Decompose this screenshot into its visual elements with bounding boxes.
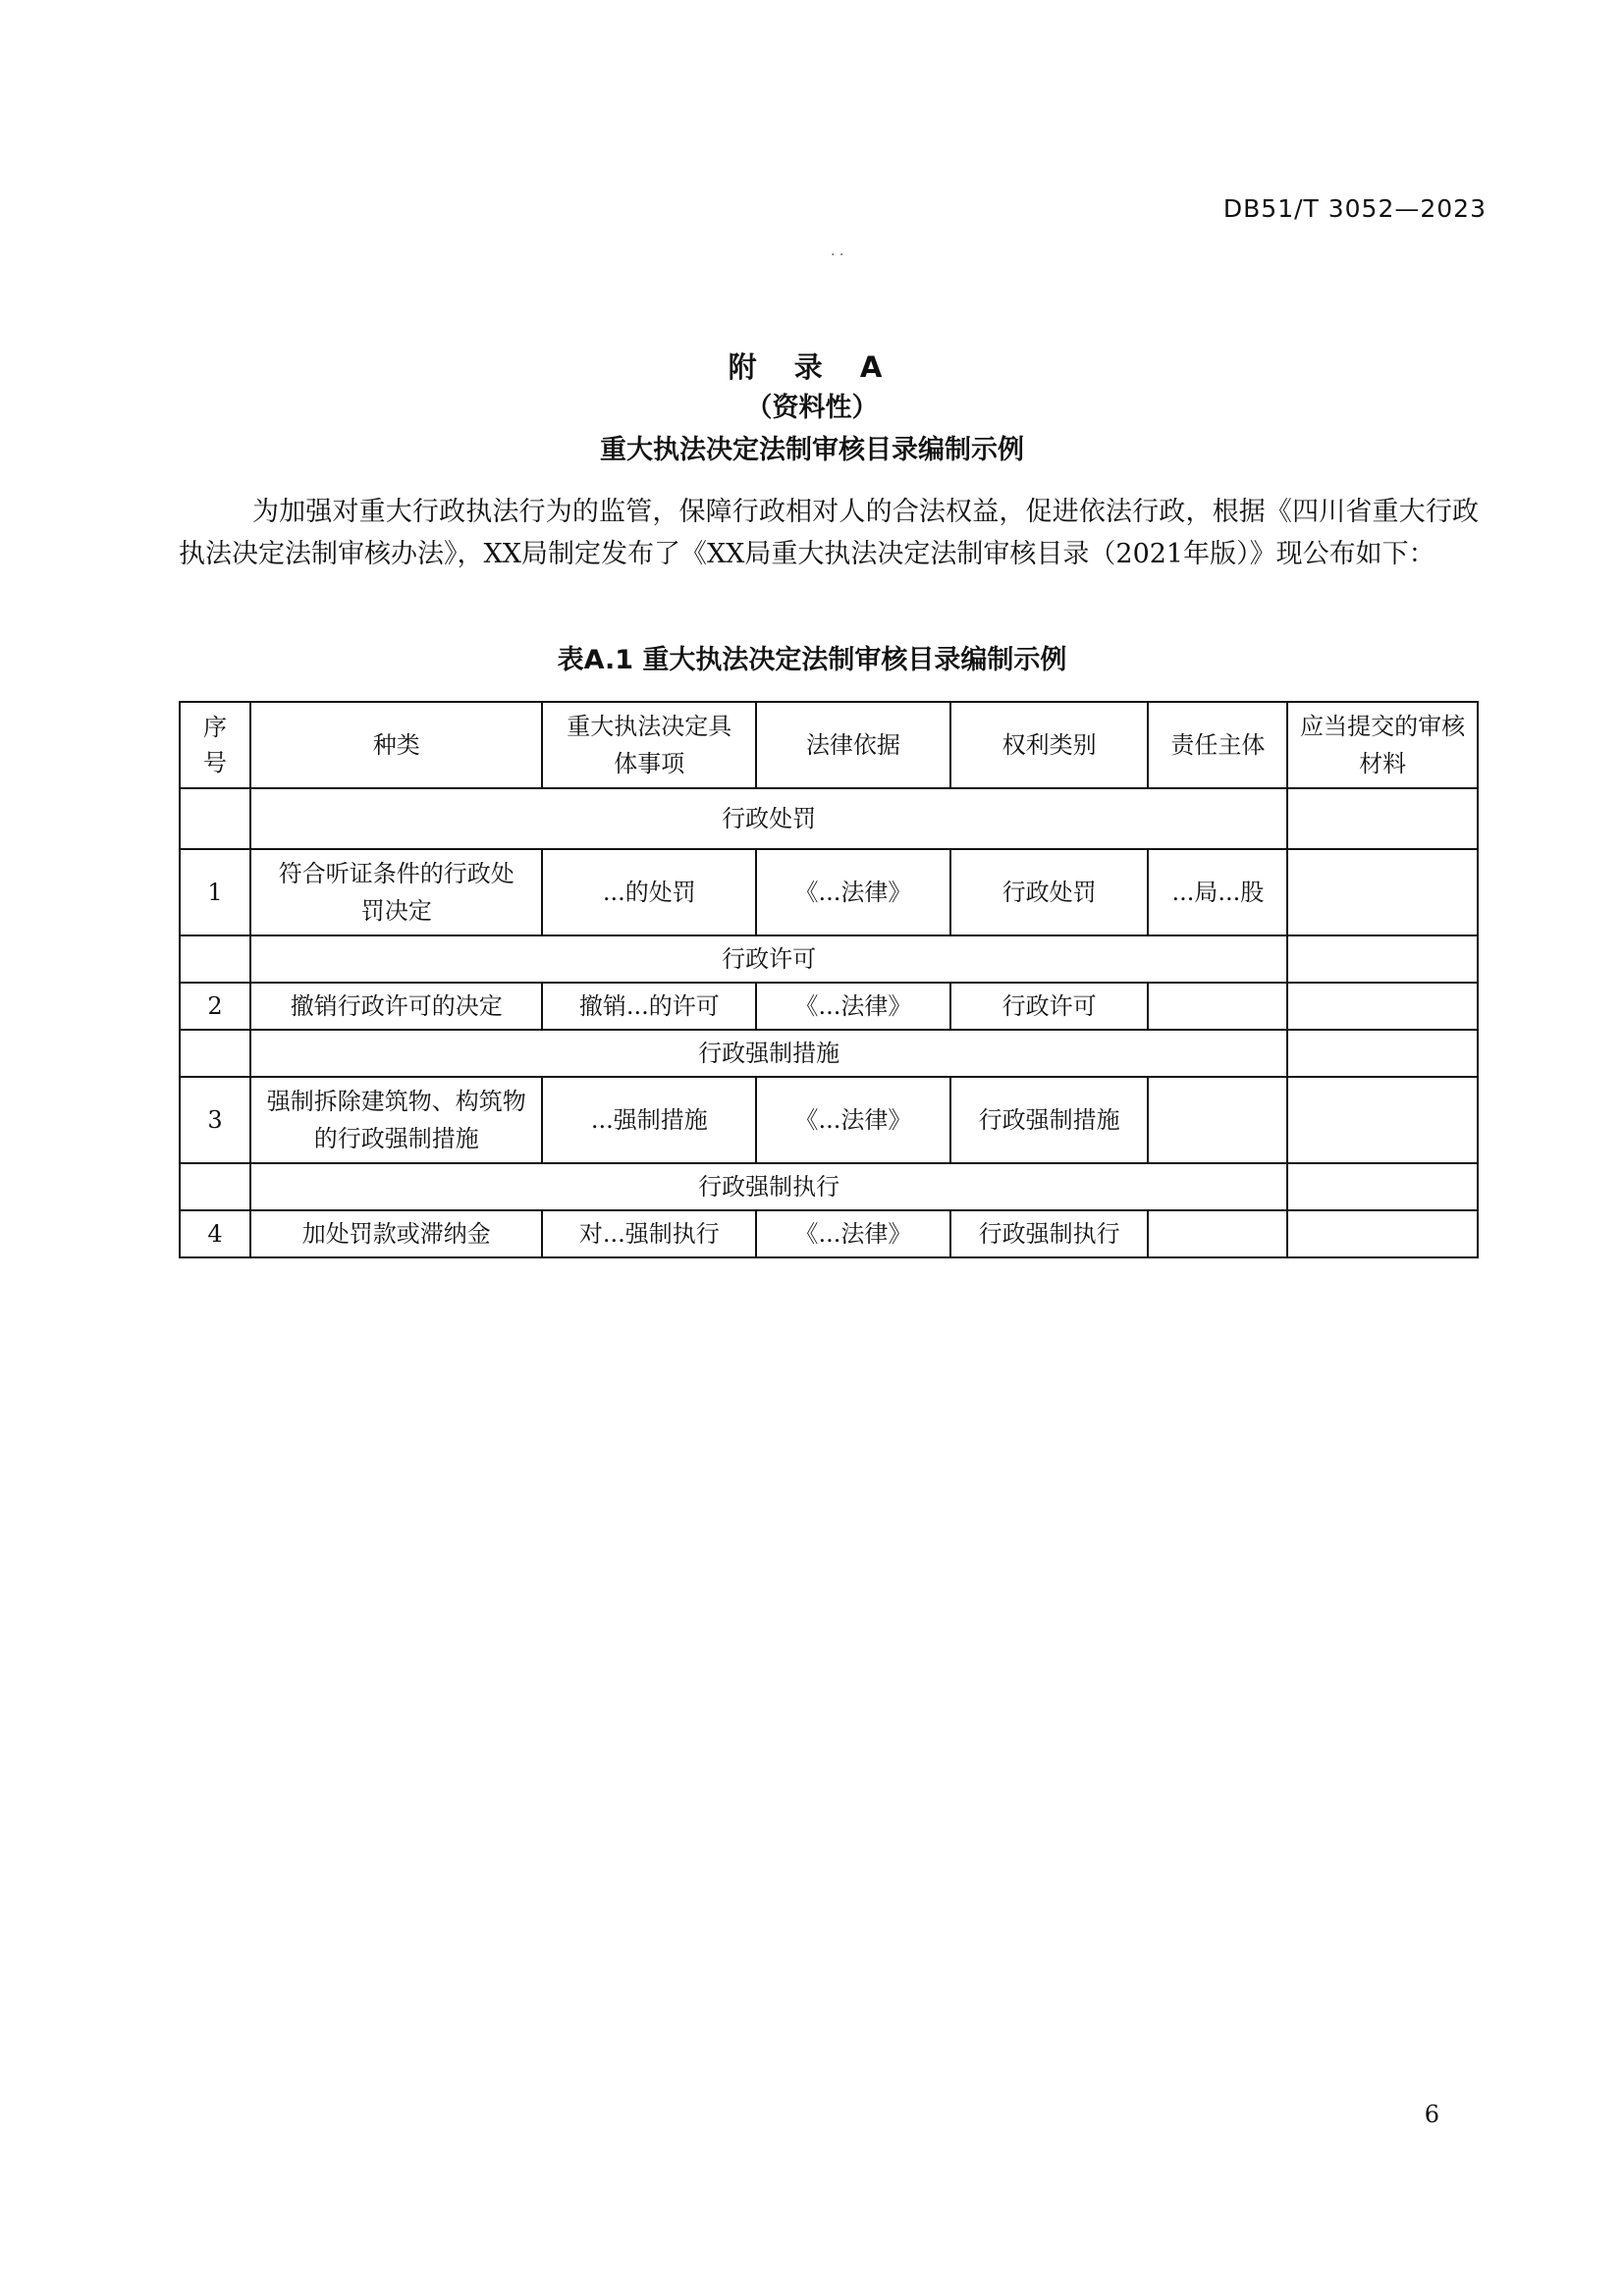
cell-seq: 2 — [180, 983, 250, 1030]
review-catalog-table — [179, 701, 1479, 1258]
cell-subject — [1148, 1077, 1287, 1163]
appendix-name: 重大执法决定法制审核目录编制示例 — [600, 435, 1024, 465]
page-number: 6 — [1424, 2101, 1439, 2128]
cell-category: 加处罚款或滞纳金 — [250, 1210, 543, 1257]
cell-subject — [1148, 1210, 1287, 1257]
cell-seq: 4 — [180, 1210, 250, 1257]
header-matter: 重大执法决定具体事项 — [542, 702, 756, 788]
header-materials: 应当提交的审核材料 — [1287, 702, 1478, 788]
appendix-nature: （资料性） — [745, 393, 879, 423]
cell-category: 强制拆除建筑物、构筑物的行政强制措施 — [250, 1077, 543, 1163]
group-row — [180, 1163, 1478, 1210]
table-header-row — [180, 702, 1478, 788]
cell-subject — [1148, 983, 1287, 1030]
header-marks: · · — [831, 247, 844, 263]
table-caption: 表A.1 重大执法决定法制审核目录编制示例 — [557, 645, 1067, 675]
group-row — [180, 1030, 1478, 1077]
header-subject: 责任主体 — [1148, 702, 1287, 788]
table-row — [180, 1210, 1478, 1257]
cell-matter: ...强制措施 — [542, 1077, 756, 1163]
group-label: 行政强制措施 — [250, 1030, 1287, 1077]
intro-paragraph: 为加强对重大行政执法行为的监管，保障行政相对人的合法权益，促进依法行政，根据《四川省重大行政执法决定法制审核办法》，XX局制定发布了《XX局重大执法决定法制审核目录（2021年版）》现公布如下： — [179, 497, 1479, 569]
appendix-title: 附 录 A — [728, 350, 896, 384]
document-code: DB51/T 3052—2023 — [1222, 194, 1487, 223]
header-category: 种类 — [250, 702, 543, 788]
cell-right-type: 行政强制措施 — [950, 1077, 1149, 1163]
cell-materials — [1287, 1210, 1478, 1257]
cell-seq: 3 — [180, 1077, 250, 1163]
cell-matter: 对...强制执行 — [542, 1210, 756, 1257]
cell-materials — [1287, 849, 1478, 935]
header-seq: 序号 — [180, 702, 250, 788]
cell-right-type: 行政处罚 — [950, 849, 1149, 935]
cell-basis: 《...法律》 — [756, 983, 950, 1030]
header-basis: 法律依据 — [756, 702, 950, 788]
group-row — [180, 935, 1478, 983]
cell-right-type: 行政许可 — [950, 983, 1149, 1030]
group-row — [180, 788, 1478, 849]
group-label: 行政处罚 — [250, 788, 1287, 849]
cell-basis: 《...法律》 — [756, 1077, 950, 1163]
group-label: 行政强制执行 — [250, 1163, 1287, 1210]
table-row — [180, 849, 1478, 935]
cell-category: 撤销行政许可的决定 — [250, 983, 543, 1030]
cell-matter: 撤销...的许可 — [542, 983, 756, 1030]
cell-matter: ...的处罚 — [542, 849, 756, 935]
cell-materials — [1287, 983, 1478, 1030]
cell-right-type: 行政强制执行 — [950, 1210, 1149, 1257]
header-right-type: 权利类别 — [950, 702, 1149, 788]
cell-subject: ...局...股 — [1148, 849, 1287, 935]
cell-seq: 1 — [180, 849, 250, 935]
cell-category: 符合听证条件的行政处罚决定 — [250, 849, 543, 935]
table-row — [180, 1077, 1478, 1163]
table-row — [180, 983, 1478, 1030]
cell-basis: 《...法律》 — [756, 1210, 950, 1257]
cell-basis: 《...法律》 — [756, 849, 950, 935]
cell-materials — [1287, 1077, 1478, 1163]
group-label: 行政许可 — [250, 935, 1287, 983]
